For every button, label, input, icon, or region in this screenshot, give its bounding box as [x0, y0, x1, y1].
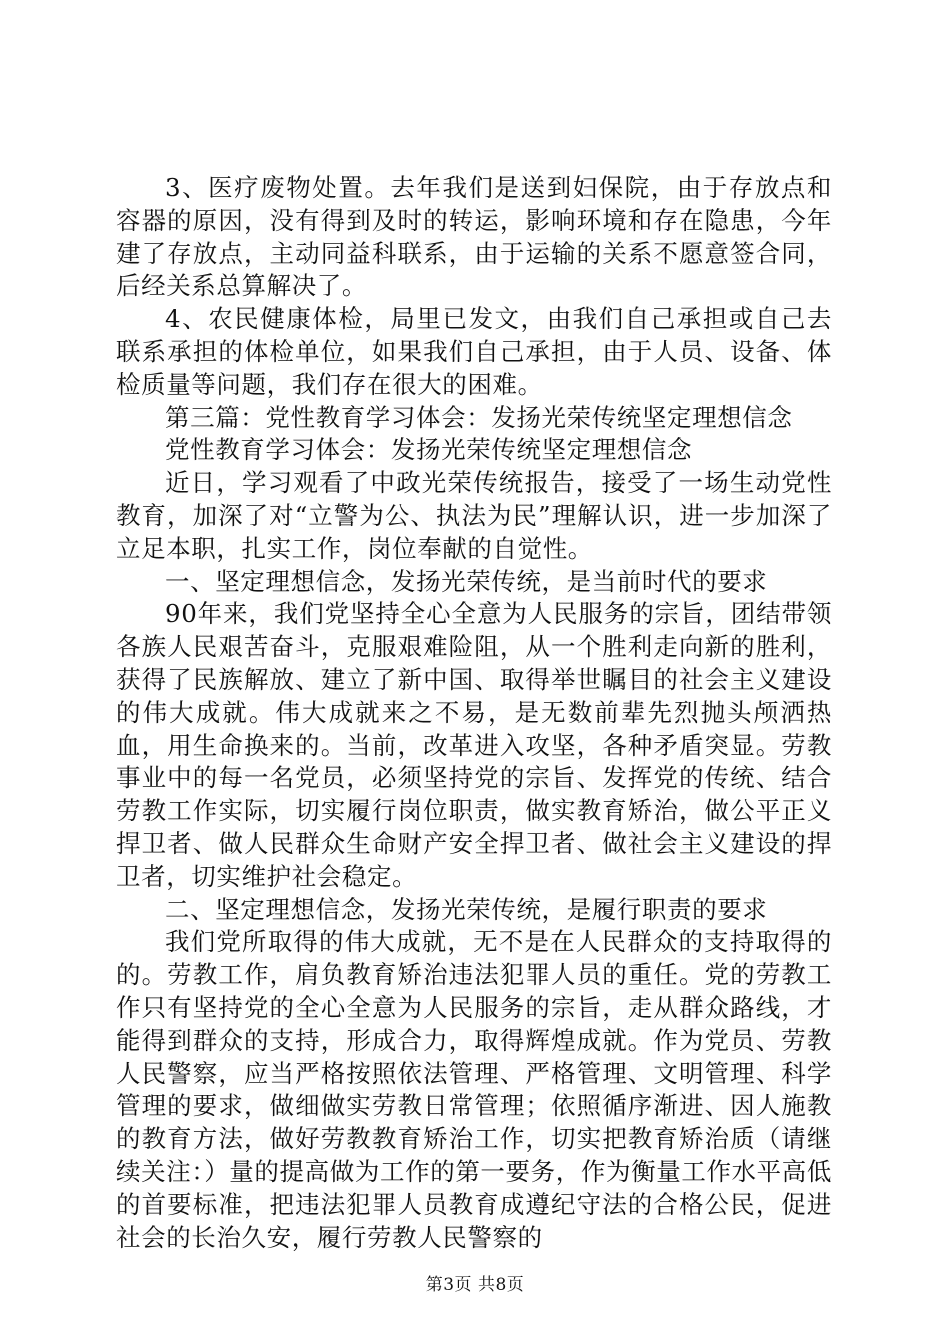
paragraph-health-check: 4、农民健康体检，局里已发文，由我们自己承担或自己去联系承担的体检单位，如果我们自己承担，由于人员、设备、体检质量等问题，我们存在很大的困难。 — [116, 304, 832, 399]
paragraph-ninety-years: 90年来，我们党坚持全心全意为人民服务的宗旨，团结带领各族人民艰苦奋斗，克服艰难险阻，从一个胜利走向新的胜利，获得了民族解放、建立了新中国、取得举世瞩目的社会主义建设的伟大成就。伟大成就来之不易，是无数前辈先烈抛头颅洒热血，用生命换来的。当前，改革进入攻坚，各种矛盾突显。劳教事业中的每一名党员，必须坚持党的宗旨、发挥党的传统、结合劳教工作实际，切实履行岗位职责，做实教育矫治，做公平正义捍卫者、做人民群众生命财产安全捍卫者、做社会主义建设的捍卫者，切实维护社会稳定。 — [116, 599, 832, 891]
paragraph-achievements: 我们党所取得的伟大成就，无不是在人民群众的支持取得的的。劳教工作，肩负教育矫治违法犯罪人员的重任。党的劳教工作只有坚持党的全心全意为人民服务的宗旨，走从群众路线，才能得到群众的支持，形成合力，取得辉煌成就。作为党员、劳教人民警察，应当严格按照依法管理、严格管理、文明管理、科学管理的要求，做细做实劳教日常管理；依照循序渐进、因人施教的教育方法，做好劳教教育矫治工作，切实把教育矫治质（请继续关注：）量的提高做为工作的第一要务，作为衡量工作水平高低的首要标准，把违法犯罪人员教育成遵纪守法的合格公民，促进社会的长治久安，履行劳教人民警察的 — [116, 927, 832, 1252]
page-number-footer: 第3页 共8页 — [425, 1275, 525, 1295]
article-title: 党性教育学习体会：发扬光荣传统坚定理想信念 — [165, 435, 693, 465]
document-body — [116, 172, 832, 1254]
heading-point-two: 二、坚定理想信念，发扬光荣传统，是履行职责的要求 — [165, 894, 768, 924]
paragraph-intro: 近日，学习观看了中政光荣传统报告，接受了一场生动党性教育，加深了对“立警为公、执法为民”理解认识，进一步加深了立足本职，扎实工作，岗位奉献的自觉性。 — [116, 468, 832, 563]
section-title-part-three: 第三篇：党性教育学习体会：发扬光荣传统坚定理想信念 — [165, 402, 793, 432]
heading-point-one: 一、坚定理想信念，发扬光荣传统，是当前时代的要求 — [165, 566, 768, 596]
paragraph-medical-waste: 3、医疗废物处置。去年我们是送到妇保院，由于存放点和容器的原因，没有得到及时的转运，影响环境和存在隐患，今年建了存放点，主动同益科联系，由于运输的关系不愿意签合同，后经关系总算解决了。 — [116, 173, 832, 301]
